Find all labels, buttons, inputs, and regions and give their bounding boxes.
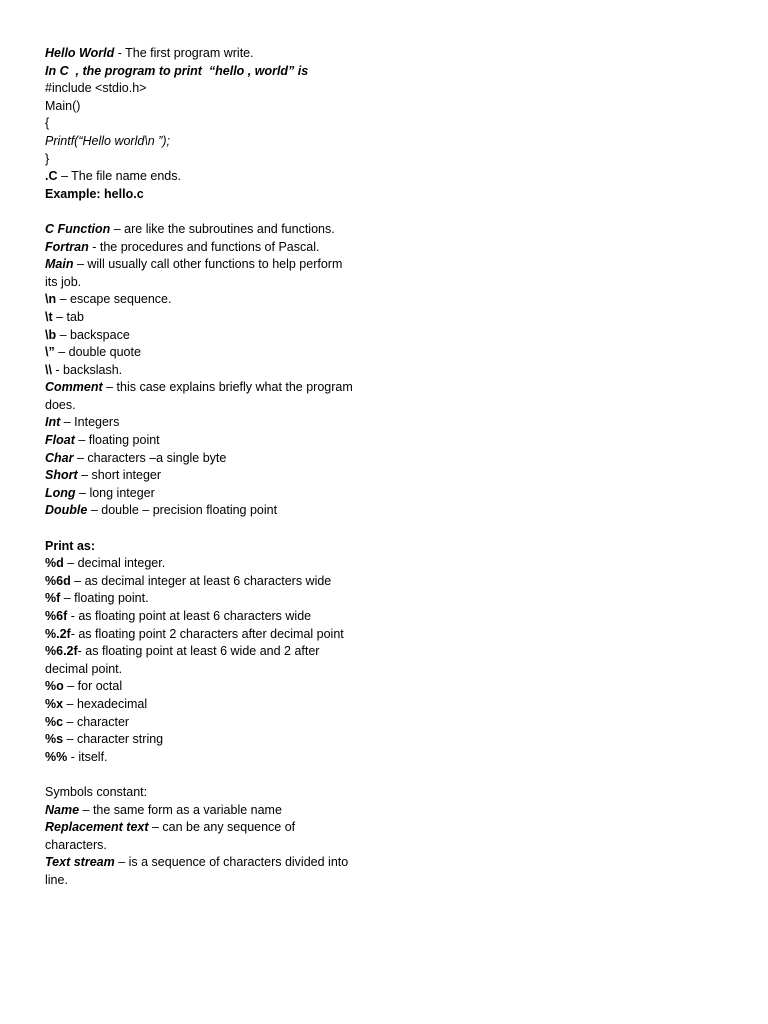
definition-item-term: Float (45, 433, 75, 448)
definition-item-term: Char (45, 450, 74, 465)
document-page (45, 45, 725, 890)
symbol-item-desc: – the same form as a variable name (79, 802, 282, 817)
print-as-list (45, 555, 725, 766)
file-ends-desc: – The file name ends. (57, 169, 181, 184)
format-specifier-item (45, 643, 357, 678)
symbol-item (45, 819, 357, 854)
definition-item-term: \t (45, 309, 53, 324)
definition-item (45, 291, 357, 309)
definition-item (45, 450, 357, 468)
definition-item-desc: - the procedures and functions of Pascal. (88, 239, 320, 254)
format-specifier-item-term: %s (45, 732, 64, 747)
section-gap (45, 766, 725, 784)
definition-item-desc: - backslash. (51, 362, 123, 377)
definition-item (45, 221, 357, 239)
code-line-close-brace: } (45, 151, 50, 166)
symbols-list (45, 802, 725, 890)
symbol-item (45, 802, 357, 820)
file-ends-term: .C (45, 169, 58, 184)
definition-item (45, 239, 357, 257)
hello-world-desc: - The first program write. (114, 46, 254, 60)
definition-item-term: \b (45, 327, 57, 342)
format-specifier-item-desc: – hexadecimal (63, 696, 148, 711)
definition-item-desc: – tab (52, 309, 84, 324)
definition-item-desc: – long integer (75, 485, 155, 500)
definition-item-term: Main (45, 257, 74, 272)
format-specifier-item-desc: – character string (63, 732, 164, 747)
symbol-item-term: Name (45, 802, 80, 817)
definitions-list (45, 221, 725, 520)
format-specifier-item (45, 626, 357, 644)
code-line-printf: Printf(“Hello world\n ”); (45, 133, 171, 148)
definition-item-desc: – escape sequence. (56, 292, 172, 307)
definition-item-desc: – Integers (60, 415, 120, 430)
definition-item (45, 309, 357, 327)
format-specifier-item-desc: - as floating point at least 6 wide and 2 after decimal point. (45, 644, 320, 676)
definition-item (45, 485, 357, 503)
code-line-open-brace: { (45, 116, 50, 131)
format-specifier-item-term: %6.2f (45, 644, 78, 659)
definition-item (45, 344, 357, 362)
definition-item-desc: – this case explains briefly what the program does. (45, 380, 353, 412)
definition-item-term: C Function (45, 221, 111, 236)
format-specifier-item-term: %6d (45, 573, 71, 588)
symbol-item-term: Text stream (45, 855, 115, 870)
definition-item-desc: – floating point (74, 433, 160, 448)
definition-item-desc: – will usually call other functions to help perform its job. (45, 257, 343, 289)
format-specifier-item-term: %f (45, 591, 61, 606)
definition-item-term: Long (45, 485, 76, 500)
file-ends-line (45, 168, 725, 186)
format-specifier-item (45, 731, 357, 749)
definition-item-desc: – short integer (77, 468, 162, 483)
format-specifier-item-desc: – decimal integer. (63, 556, 166, 571)
format-specifier-item-desc: - itself. (67, 749, 108, 764)
in-c-heading: In C , the program to print “hello , world” is (45, 63, 309, 78)
print-as-heading: Print as: (45, 538, 96, 553)
symbol-item-desc: – can be any sequence of characters. (45, 820, 296, 852)
format-specifier-item-desc: - as floating point 2 characters after decimal point (70, 626, 344, 641)
hello-world-line (45, 45, 725, 63)
format-specifier-item (45, 749, 357, 767)
format-specifier-item-desc: - as floating point at least 6 characters wide (67, 609, 312, 623)
definition-item-term: Double (45, 503, 88, 518)
definition-item-term: Short (45, 468, 78, 483)
format-specifier-item-term: %.2f (45, 626, 71, 641)
section-gap (45, 203, 725, 221)
format-specifier-item (45, 608, 357, 626)
format-specifier-item-term: %% (45, 749, 68, 764)
format-specifier-item-term: %o (45, 679, 64, 694)
format-specifier-item (45, 714, 357, 732)
format-specifier-item-term: %6f (45, 609, 68, 623)
format-specifier-item-desc: – character (63, 714, 130, 729)
definition-item (45, 362, 357, 380)
definition-item-desc: – double quote (54, 345, 141, 360)
hello-world-term: Hello World (45, 46, 115, 60)
format-specifier-item (45, 696, 357, 714)
symbol-item-term: Replacement text (45, 820, 149, 835)
definition-item-term: \” (45, 345, 55, 360)
definition-item-term: Int (45, 415, 61, 430)
definition-item (45, 414, 357, 432)
code-line-include: #include <stdio.h> (45, 81, 147, 96)
format-specifier-item (45, 678, 357, 696)
format-specifier-item (45, 555, 357, 573)
definition-item-desc: – characters –a single byte (73, 450, 227, 465)
definition-item-term: Fortran (45, 239, 89, 254)
definition-item (45, 379, 357, 414)
symbols-heading: Symbols constant: (45, 784, 148, 799)
format-specifier-item-term: %x (45, 696, 64, 711)
symbol-item-desc: – is a sequence of characters divided into line. (45, 855, 349, 887)
definition-item-desc: – are like the subroutines and functions. (110, 221, 335, 236)
section-gap (45, 520, 725, 538)
definition-item-term: \n (45, 292, 57, 307)
definition-item-desc: – double – precision floating point (87, 503, 278, 518)
format-specifier-item-term: %c (45, 714, 64, 729)
definition-item (45, 467, 357, 485)
definition-item (45, 502, 357, 520)
symbol-item (45, 854, 357, 889)
definition-item (45, 432, 357, 450)
definition-item (45, 256, 357, 291)
format-specifier-item (45, 573, 357, 591)
definition-item-term: Comment (45, 380, 103, 395)
format-specifier-item-desc: – as decimal integer at least 6 characters wide (70, 573, 332, 588)
format-specifier-item (45, 590, 357, 608)
definition-item-desc: – backspace (56, 327, 130, 342)
definition-item (45, 327, 357, 345)
code-line-main: Main() (45, 98, 81, 113)
definition-item-term: \\ (45, 362, 52, 377)
format-specifier-item-term: %d (45, 556, 64, 571)
format-specifier-item-desc: – floating point. (60, 591, 149, 606)
format-specifier-item-desc: – for octal (63, 679, 123, 694)
example-label: Example: hello.c (45, 186, 144, 201)
